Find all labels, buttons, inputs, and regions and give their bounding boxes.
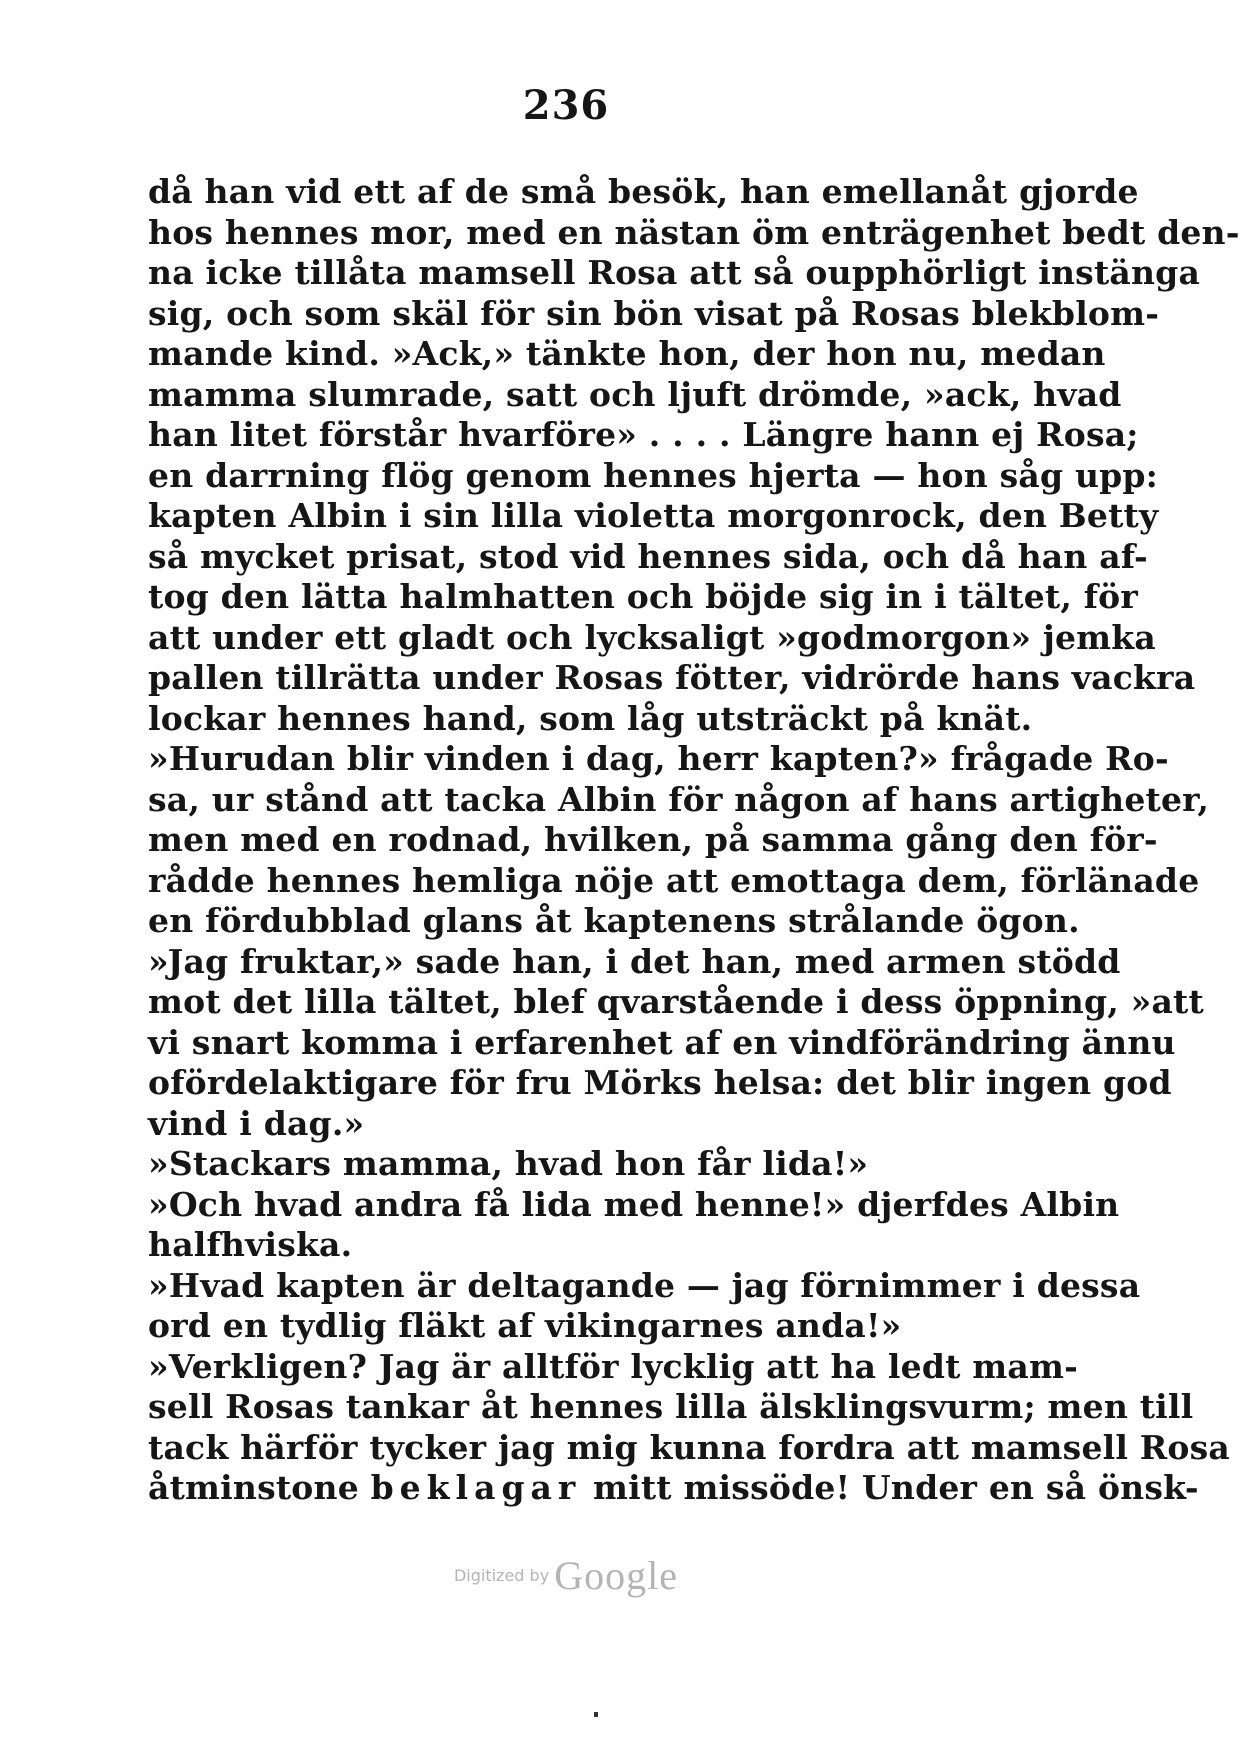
text-line: tog den lätta halmhatten och böjde sig in i tältet, för [148, 577, 1138, 616]
text-line: men med en rodnad, hvilken, på samma gång den för- [148, 820, 1158, 859]
text-line: ord en tydlig fläkt af vikingarnes anda!» [148, 1306, 902, 1345]
text-line-final [148, 1468, 1199, 1509]
text-line: tack härför tycker jag mig kunna fordra att mamsell Rosa [148, 1427, 1231, 1467]
digitized-by-google-watermark [0, 1552, 1132, 1599]
google-logo: Google [554, 1553, 679, 1598]
text-line: halfhviska. [148, 1225, 353, 1264]
text-line: då han vid ett af de små besök, han emellanåt gjorde [148, 172, 1139, 211]
body-text [148, 172, 1240, 1509]
text-line: »Hurudan blir vinden i dag, herr kapten?» frågade Ro- [148, 739, 1169, 778]
text-line: kapten Albin i sin lilla violetta morgonrock, den Betty [148, 496, 1159, 535]
text-line: mot det lilla tältet, blef qvarstående i dess öppning, »att [148, 982, 1204, 1021]
text-line: att under ett gladt och lycksaligt »godmorgon» jemka [148, 617, 1156, 657]
text-line: lockar hennes hand, som låg utsträckt på knät. [148, 698, 1033, 738]
text-line: sell Rosas tankar åt hennes lilla älsklingsvurm; men till [148, 1387, 1194, 1426]
text-line: »Stackars mamma, hvad hon får lida!» [148, 1144, 869, 1183]
text-line: en darrning flög genom hennes hjerta — hon såg upp: [148, 455, 1159, 495]
text-line: rådde hennes hemliga nöje att emottaga dem, förlänade [148, 860, 1200, 900]
text-line: pallen tillrätta under Rosas fötter, vidrörde hans vackra [148, 658, 1196, 697]
text-line: »Hvad kapten är deltagande — jag förnimmer i dessa [148, 1265, 1141, 1305]
text-line: »Verkligen? Jag är alltför lycklig att ha ledt mam- [148, 1346, 1078, 1386]
text-line: han litet förstår hvarföre» . . . . Längre hann ej Rosa; [148, 415, 1139, 454]
text-line: »Jag fruktar,» sade han, i det han, med armen stödd [148, 941, 1121, 981]
ink-speck [594, 1712, 598, 1717]
text-line: sig, och som skäl för sin bön visat på Rosas blekblom- [148, 293, 1160, 333]
final-line-start: åtminstone [148, 1468, 359, 1507]
text-line: hos hennes mor, med en nästan öm enträgenhet bedt den- [148, 212, 1240, 252]
text-line: en fördubblad glans åt kaptenens strålande ögon. [148, 901, 1080, 940]
text-line: så mycket prisat, stod vid hennes sida, och då han af- [148, 536, 1148, 576]
text-line: ofördelaktigare för fru Mörks helsa: det blir ingen god [148, 1063, 1172, 1102]
text-line: sa, ur stånd att tacka Albin för någon af hans artigheter, [148, 779, 1210, 819]
final-line-end: mitt missöde! Under en så önsk- [593, 1468, 1199, 1507]
text-line: »Och hvad andra få lida med henne!» djerfdes Albin [148, 1184, 1120, 1224]
page-number: 236 [522, 82, 610, 129]
watermark-prefix: Digitized by [453, 1566, 550, 1585]
text-line: na icke tillåta mamsell Rosa att så oupphörligt instänga [148, 253, 1201, 292]
text-line: mande kind. »Ack,» tänkte hon, der hon nu, medan [148, 334, 1106, 373]
text-line: vi snart komma i erfarenhet af en vindförändring ännu [148, 1022, 1176, 1062]
emphasized-word: beklagar [370, 1468, 582, 1507]
text-line: vind i dag.» [148, 1103, 365, 1143]
text-line: mamma slumrade, satt och ljuft drömde, »ack, hvad [148, 374, 1122, 414]
